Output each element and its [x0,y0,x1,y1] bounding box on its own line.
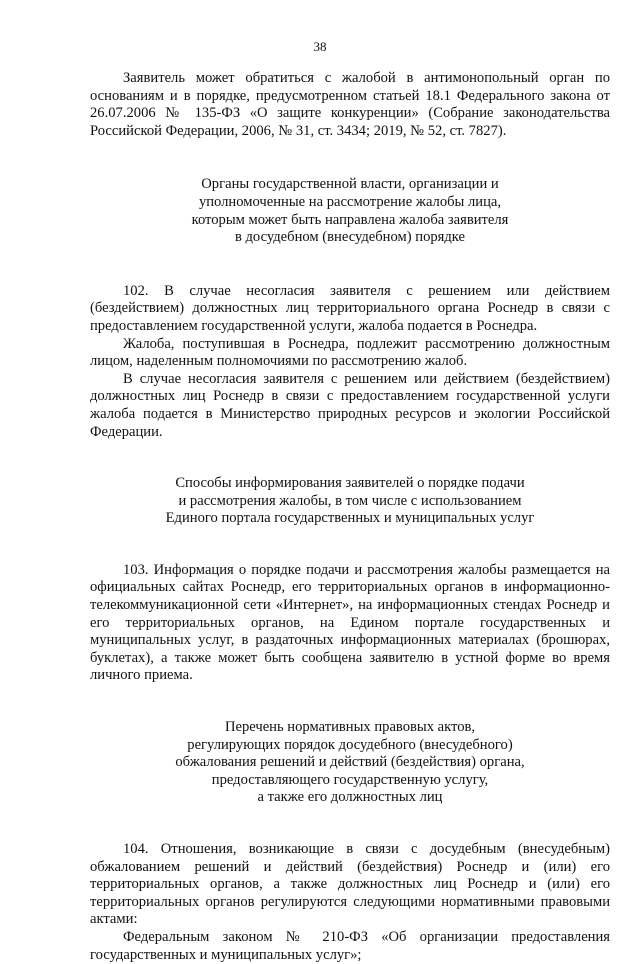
paragraph-102-review: Жалоба, поступившая в Роснедра, подлежит рассмотрению должностным лицом, наделенным полномочиями по рассмотрению жалоб. [90,335,610,370]
heading-line: регулирующих порядок досудебного (внесудебного) [187,736,513,753]
document-body [90,70,610,964]
heading-line: и рассмотрения жалобы, в том числе с использованием [178,492,522,509]
heading-line: Перечень нормативных правовых актов, [224,719,476,736]
paragraph-102-ministry: В случае несогласия заявителя с решением или действием (бездействием) должностных лиц Роснедр в связи с предоставлением государственной услуги жалоба подается в Министерство природных ресурсов и экологии Российской Федерации. [90,370,610,440]
heading-line: предоставляющего государственную услугу, [211,771,489,788]
heading-line: Способы информирования заявителей о порядке подачи [175,475,525,492]
heading-line: а также его должностных лиц [257,789,443,806]
page-number: 38 [313,39,327,54]
heading-information-methods [90,475,610,528]
heading-line: которым может быть направлена жалоба заявителя [191,211,509,228]
heading-legal-acts [90,719,610,807]
paragraph-102-territorial: 102. В случае несогласия заявителя с решением или действием (бездействием) должностных лиц территориального органа Роснедр в связи с предоставлением государственной услуги, жалоба подается в Роснедра. [90,282,610,334]
paragraph-antimonopoly: Заявитель может обратиться с жалобой в антимонопольный орган по основаниям и в порядке, предусмотренном статьей 18.1 Федерального закона от 26.07.2006 № 135-ФЗ «О защите конкуренции» (Собрание законодательства Российской Федерации, 2006, № 31, ст. 3434; 2019, № 52, ст. 7827). [90,70,610,139]
paragraph-103-information: 103. Информация о порядке подачи и рассмотрения жалобы размещается на официальных сайтах Роснедр, его территориальных органов в информационно-телекоммуникационной сети «Интернет», на информационных стендах Роснедр и его территориальных органов, на Едином портале государственных и муниципальных услуг, в раздаточных информационных материалах (брошюрах, буклетах), а также может быть сообщена заявителю в устной форме во время личного приема. [90,561,610,684]
heading-line: уполномоченные на рассмотрение жалобы лица, [198,193,502,210]
heading-complaint-recipients [90,176,610,246]
paragraph-104-federal-law: Федеральным законом № 210-ФЗ «Об организации предоставления государственных и муниципальных услуг»; [90,928,610,963]
heading-line: обжалования решений и действий (бездействия) органа, [175,754,525,771]
heading-line: в досудебном (внесудебном) порядке [234,229,466,246]
heading-line: Единого портала государственных и муниципальных услуг [165,510,535,527]
heading-line: Органы государственной власти, организации и [201,176,499,193]
paragraph-104-relations: 104. Отношения, возникающие в связи с досудебным (внесудебным) обжалованием решений и действий (бездействия) Роснедр и (или) его территориальных органов, а также должностных лиц Роснедр и (или) его территориальных органов регулируются следующими нормативными правовыми актами: [90,841,610,928]
